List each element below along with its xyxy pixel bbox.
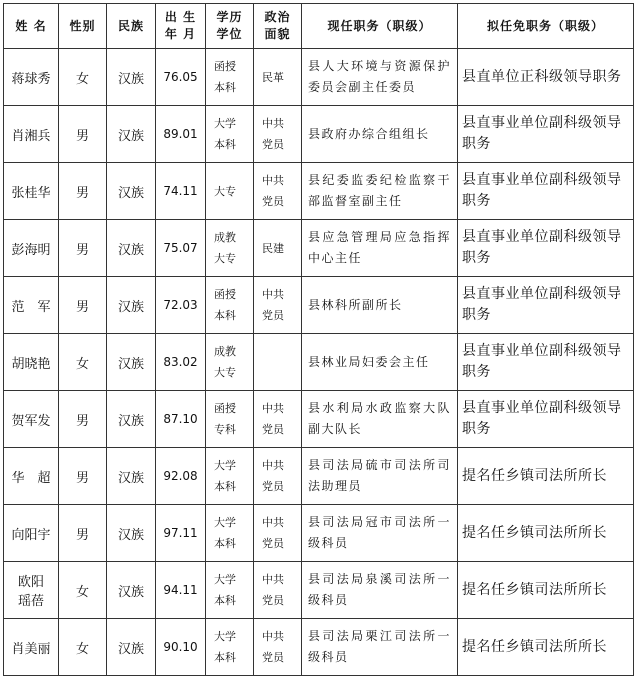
cell-name: 肖美丽 [4, 619, 59, 676]
cell-gender: 女 [59, 562, 107, 619]
cell-name: 向阳宇 [4, 505, 59, 562]
cell-birth: 83.02 [156, 334, 206, 391]
cell-education: 大学 本科 [206, 619, 254, 676]
cell-current-post: 县林科所副所长 [302, 277, 458, 334]
cell-ethnicity: 汉族 [107, 277, 156, 334]
cell-ethnicity: 汉族 [107, 106, 156, 163]
cell-proposed-post: 县直事业单位副科级领导职务 [458, 391, 634, 448]
cell-birth: 74.11 [156, 163, 206, 220]
cell-proposed-post: 县直事业单位副科级领导职务 [458, 334, 634, 391]
cell-birth: 87.10 [156, 391, 206, 448]
cell-political: 中共 党员 [254, 391, 302, 448]
cell-name: 张桂华 [4, 163, 59, 220]
appointment-table [3, 3, 634, 676]
table-row [4, 49, 634, 106]
cell-ethnicity: 汉族 [107, 505, 156, 562]
cell-political: 中共 党员 [254, 106, 302, 163]
cell-birth: 75.07 [156, 220, 206, 277]
cell-ethnicity: 汉族 [107, 448, 156, 505]
cell-education: 成教 大专 [206, 220, 254, 277]
cell-current-post: 县纪委监委纪检监察干部监督室副主任 [302, 163, 458, 220]
cell-education: 大学 本科 [206, 505, 254, 562]
table-row [4, 448, 634, 505]
cell-gender: 男 [59, 448, 107, 505]
cell-birth: 72.03 [156, 277, 206, 334]
cell-education: 函授 本科 [206, 277, 254, 334]
cell-gender: 男 [59, 391, 107, 448]
header-row [4, 4, 634, 49]
cell-current-post: 县司法局泉溪司法所一级科员 [302, 562, 458, 619]
table-row [4, 163, 634, 220]
cell-political: 中共 党员 [254, 277, 302, 334]
cell-proposed-post: 县直事业单位副科级领导职务 [458, 220, 634, 277]
cell-gender: 女 [59, 334, 107, 391]
header-education: 学历 学位 [206, 4, 254, 49]
cell-ethnicity: 汉族 [107, 163, 156, 220]
cell-proposed-post: 县直事业单位副科级领导职务 [458, 163, 634, 220]
cell-proposed-post: 县直事业单位副科级领导职务 [458, 106, 634, 163]
cell-ethnicity: 汉族 [107, 220, 156, 277]
cell-current-post: 县人大环境与资源保护委员会副主任委员 [302, 49, 458, 106]
header-birth: 出 生 年 月 [156, 4, 206, 49]
cell-gender: 男 [59, 277, 107, 334]
header-gender: 性别 [59, 4, 107, 49]
cell-birth: 97.11 [156, 505, 206, 562]
cell-current-post: 县水利局水政监察大队副大队长 [302, 391, 458, 448]
cell-current-post: 县林业局妇委会主任 [302, 334, 458, 391]
cell-birth: 90.10 [156, 619, 206, 676]
cell-education: 大学 本科 [206, 562, 254, 619]
cell-gender: 男 [59, 505, 107, 562]
cell-political [254, 334, 302, 391]
cell-political: 中共 党员 [254, 505, 302, 562]
table-row [4, 220, 634, 277]
cell-ethnicity: 汉族 [107, 49, 156, 106]
cell-current-post: 县司法局栗江司法所一级科员 [302, 619, 458, 676]
cell-gender: 男 [59, 220, 107, 277]
header-proposed-post: 拟任免职务（职级） [458, 4, 634, 49]
table-row [4, 277, 634, 334]
cell-political: 中共 党员 [254, 619, 302, 676]
cell-education: 大专 [206, 163, 254, 220]
cell-political: 中共 党员 [254, 448, 302, 505]
cell-birth: 76.05 [156, 49, 206, 106]
header-ethnicity: 民族 [107, 4, 156, 49]
cell-gender: 女 [59, 49, 107, 106]
cell-current-post: 县司法局冠市司法所一级科员 [302, 505, 458, 562]
cell-birth: 89.01 [156, 106, 206, 163]
cell-name: 范 军 [4, 277, 59, 334]
cell-name: 蒋球秀 [4, 49, 59, 106]
table-row [4, 334, 634, 391]
cell-political: 中共 党员 [254, 562, 302, 619]
cell-ethnicity: 汉族 [107, 334, 156, 391]
cell-education: 成教 大专 [206, 334, 254, 391]
cell-name: 肖湘兵 [4, 106, 59, 163]
cell-proposed-post: 县直事业单位副科级领导职务 [458, 277, 634, 334]
cell-proposed-post: 提名任乡镇司法所所长 [458, 448, 634, 505]
cell-birth: 94.11 [156, 562, 206, 619]
table-row [4, 505, 634, 562]
cell-birth: 92.08 [156, 448, 206, 505]
cell-political: 民建 [254, 220, 302, 277]
cell-current-post: 县政府办综合组组长 [302, 106, 458, 163]
cell-political: 民革 [254, 49, 302, 106]
cell-education: 函授 本科 [206, 49, 254, 106]
cell-proposed-post: 提名任乡镇司法所所长 [458, 619, 634, 676]
table-row [4, 619, 634, 676]
cell-gender: 女 [59, 619, 107, 676]
cell-name: 华 超 [4, 448, 59, 505]
cell-proposed-post: 提名任乡镇司法所所长 [458, 505, 634, 562]
cell-name: 胡晓艳 [4, 334, 59, 391]
cell-education: 函授 专科 [206, 391, 254, 448]
cell-name: 彭海明 [4, 220, 59, 277]
cell-proposed-post: 提名任乡镇司法所所长 [458, 562, 634, 619]
cell-education: 大学 本科 [206, 106, 254, 163]
cell-current-post: 县应急管理局应急指挥中心主任 [302, 220, 458, 277]
header-political: 政治 面貌 [254, 4, 302, 49]
cell-current-post: 县司法局硫市司法所司法助理员 [302, 448, 458, 505]
cell-political: 中共 党员 [254, 163, 302, 220]
cell-education: 大学 本科 [206, 448, 254, 505]
cell-ethnicity: 汉族 [107, 619, 156, 676]
cell-name: 欧阳 瑶蓓 [4, 562, 59, 619]
cell-name: 贺军发 [4, 391, 59, 448]
cell-ethnicity: 汉族 [107, 391, 156, 448]
header-current-post: 现任职务（职级） [302, 4, 458, 49]
table-row [4, 391, 634, 448]
cell-proposed-post: 县直单位正科级领导职务 [458, 49, 634, 106]
cell-ethnicity: 汉族 [107, 562, 156, 619]
header-name: 姓 名 [4, 4, 59, 49]
table-row [4, 106, 634, 163]
cell-gender: 男 [59, 106, 107, 163]
table-row [4, 562, 634, 619]
cell-gender: 男 [59, 163, 107, 220]
